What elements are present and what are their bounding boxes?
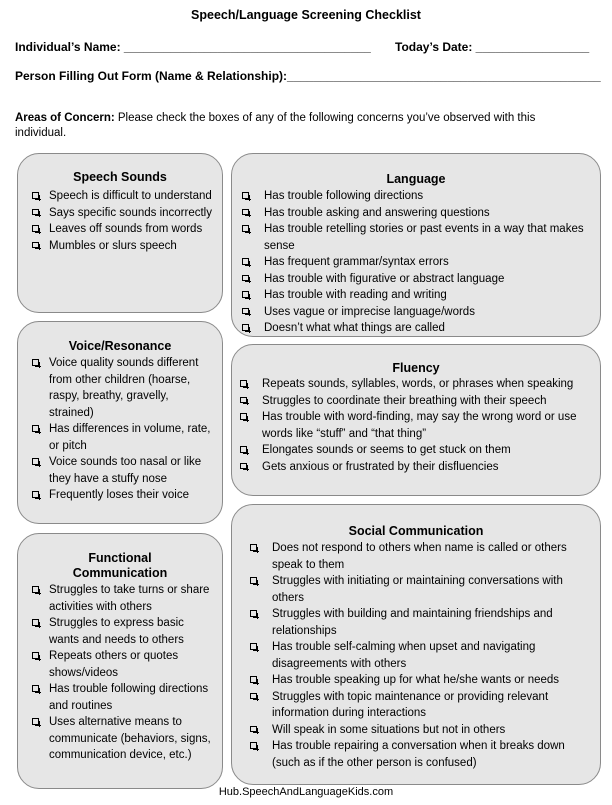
checklist-item-label: Has trouble with reading and writing [264, 289, 447, 301]
checklist-item-label: Repeats sounds, syllables, words, or phrases when speaking [262, 378, 574, 390]
checklist-item-label: Struggles to take turns or share activities with others [49, 584, 210, 613]
checklist-item[interactable] [250, 738, 582, 771]
checklist-item[interactable] [250, 722, 582, 739]
fluency-box [231, 344, 601, 496]
instructions-text: Please check the boxes of any of the following concerns you’ve observed with this individual. [15, 112, 536, 139]
checklist-item[interactable] [242, 304, 586, 321]
checkbox-icon[interactable] [240, 380, 247, 387]
checklist-item[interactable] [250, 689, 582, 722]
checklist-item-label: Has trouble with figurative or abstract language [264, 272, 505, 285]
checklist-item[interactable] [240, 393, 586, 410]
checklist-item-label: Uses alternative means to communicate (behaviors, signs, communication device, etc.) [49, 716, 211, 761]
checklist-item[interactable] [32, 205, 214, 222]
checkbox-icon[interactable] [32, 652, 39, 659]
person-field[interactable]: Person Filling Out Form (Name & Relationship):_______________________________________________ [15, 69, 601, 83]
checklist-item-label: Has trouble self-calming when upset and navigating disagreements with others [272, 641, 536, 670]
speech-sounds-box [17, 153, 223, 313]
checklist-item[interactable] [32, 454, 214, 487]
checklist-item-label: Doesn’t what what things are called [264, 322, 445, 334]
checklist-item[interactable] [240, 409, 586, 442]
checklist-item[interactable] [242, 221, 586, 254]
page-title: Speech/Language Screening Checklist [191, 8, 421, 22]
checkbox-icon[interactable] [32, 718, 39, 725]
checkbox-icon[interactable] [242, 225, 249, 232]
checklist-item-label: Has trouble following directions and routines [49, 683, 209, 712]
checklist-item-label: Has trouble following directions [264, 190, 424, 202]
checkbox-icon[interactable] [242, 209, 249, 216]
checklist-item[interactable] [32, 355, 214, 421]
checkbox-icon[interactable] [250, 676, 257, 683]
checklist-item-label: Voice quality sounds different from other children (hoarse, raspy, breathy, gravelly, strained) [49, 357, 199, 419]
language-title: Language [386, 172, 446, 186]
social-communication-title: Social Communication [348, 524, 484, 538]
voice-resonance-title: Voice/Resonance [68, 339, 172, 353]
social-communication-list [250, 540, 582, 771]
language-list [242, 188, 586, 337]
checkbox-icon[interactable] [250, 643, 257, 650]
checklist-item-label: Mumbles or slurs speech [49, 239, 177, 252]
checklist-item[interactable] [242, 254, 586, 271]
checkbox-icon[interactable] [32, 619, 39, 626]
checkbox-icon[interactable] [250, 577, 257, 584]
checkbox-icon[interactable] [240, 397, 247, 404]
checklist-item[interactable] [250, 672, 582, 689]
name-field[interactable]: Individual’s Name: _____________________________________ [15, 40, 371, 54]
checklist-item-label: Uses vague or imprecise language/words [264, 305, 475, 318]
checkbox-icon[interactable] [242, 291, 249, 298]
checkbox-icon[interactable] [242, 324, 249, 331]
checklist-item[interactable] [242, 320, 586, 337]
checklist-item-label: Struggles with topic maintenance or providing relevant information during interactions [272, 690, 549, 719]
voice-resonance-box [17, 321, 223, 524]
checklist-item[interactable] [32, 615, 214, 648]
checklist-item-label: Has trouble with word-finding, may say the wrong word or use words like “stuff” and “that thing” [262, 411, 577, 440]
checklist-item[interactable] [32, 487, 214, 504]
checkbox-icon[interactable] [32, 458, 39, 465]
checklist-item-label: Leaves off sounds from words [49, 223, 203, 235]
checklist-item-label: Has trouble retelling stories or past events in a way that makes sense [264, 223, 584, 252]
checklist-item-label: Has differences in volume, rate, or pitch [49, 423, 211, 452]
checkbox-icon[interactable] [32, 242, 39, 249]
functional-communication-title: Functional Communication [72, 551, 168, 580]
checklist-item-label: Elongates sounds or seems to get stuck on them [262, 444, 511, 456]
checklist-item-label: Struggles to express basic wants and needs to others [49, 617, 184, 646]
checklist-item-label: Struggles to coordinate their breathing with their speech [262, 394, 547, 407]
checkbox-icon[interactable] [242, 308, 249, 315]
fluency-list [240, 376, 586, 475]
checklist-item[interactable] [250, 540, 582, 573]
checkbox-icon[interactable] [240, 446, 247, 453]
checkbox-icon[interactable] [32, 425, 39, 432]
checklist-item[interactable] [240, 442, 586, 459]
checklist-item-label: Struggles with initiating or maintaining conversations with others [272, 575, 563, 604]
language-box [231, 153, 601, 337]
checkbox-icon[interactable] [250, 742, 257, 749]
checkbox-icon[interactable] [32, 359, 39, 366]
voice-resonance-list [32, 355, 214, 504]
checkbox-icon[interactable] [240, 463, 247, 470]
checklist-item[interactable] [32, 648, 214, 681]
fluency-title: Fluency [392, 361, 440, 375]
checkbox-icon[interactable] [32, 491, 39, 498]
instructions [15, 111, 585, 141]
functional-communication-box [17, 533, 223, 789]
checklist-item[interactable] [32, 582, 214, 615]
checklist-item-label: Has frequent grammar/syntax errors [264, 256, 449, 268]
checklist-item-label: Repeats others or quotes shows/videos [49, 650, 179, 679]
checklist-item-label: Frequently loses their voice [49, 489, 189, 501]
speech-sounds-list [32, 188, 214, 254]
date-field[interactable]: Today’s Date: _________________ [395, 40, 590, 54]
checkbox-icon[interactable] [250, 693, 257, 700]
checklist-item-label: Has trouble repairing a conversation when it breaks down (such as if the other person is confused) [272, 740, 565, 769]
checklist-item-label: Does not respond to others when name is called or others speak to them [272, 542, 567, 571]
checklist-item[interactable] [242, 271, 586, 288]
checkbox-icon[interactable] [242, 192, 249, 199]
instructions-label: Areas of Concern: [15, 112, 115, 124]
functional-communication-list [32, 582, 214, 764]
checklist-item[interactable] [32, 421, 214, 454]
checklist-item[interactable] [242, 287, 586, 304]
checkbox-icon[interactable] [32, 685, 39, 692]
checklist-item-label: Has trouble asking and answering questions [264, 206, 490, 219]
checklist-item[interactable] [242, 205, 586, 222]
checkbox-icon[interactable] [242, 258, 249, 265]
footer-url: Hub.SpeechAndLanguageKids.com [218, 786, 394, 798]
checklist-item-label: Speech is difficult to understand [49, 190, 212, 202]
checklist-item[interactable] [32, 681, 214, 714]
social-communication-box [231, 504, 601, 785]
checkbox-icon[interactable] [32, 209, 39, 216]
checkbox-icon[interactable] [250, 726, 257, 733]
checklist-item-label: Voice sounds too nasal or like they have a stuffy nose [49, 456, 202, 485]
checklist-item[interactable] [250, 606, 582, 639]
checklist-item[interactable] [250, 573, 582, 606]
checklist-item-label: Says specific sounds incorrectly [49, 206, 212, 219]
checklist-item-label: Gets anxious or frustrated by their disfluencies [262, 460, 499, 473]
speech-sounds-title: Speech Sounds [73, 170, 167, 184]
checklist-item[interactable] [32, 188, 214, 205]
checkbox-icon[interactable] [240, 413, 247, 420]
checkbox-icon[interactable] [32, 192, 39, 199]
checkbox-icon[interactable] [242, 275, 249, 282]
checklist-item[interactable] [32, 714, 214, 764]
checklist-item[interactable] [32, 221, 214, 238]
checklist-item-label: Struggles with building and maintaining friendships and relationships [272, 608, 553, 637]
checklist-item[interactable] [242, 188, 586, 205]
checkbox-icon[interactable] [250, 610, 257, 617]
checklist-item[interactable] [32, 238, 214, 255]
checkbox-icon[interactable] [32, 225, 39, 232]
checkbox-icon[interactable] [250, 544, 257, 551]
checklist-item[interactable] [250, 639, 582, 672]
checklist-item-label: Has trouble speaking up for what he/she wants or needs [272, 674, 560, 686]
checklist-item[interactable] [240, 459, 586, 476]
checklist-item[interactable] [240, 376, 586, 393]
checkbox-icon[interactable] [32, 586, 39, 593]
checklist-item-label: Will speak in some situations but not in others [272, 723, 506, 736]
